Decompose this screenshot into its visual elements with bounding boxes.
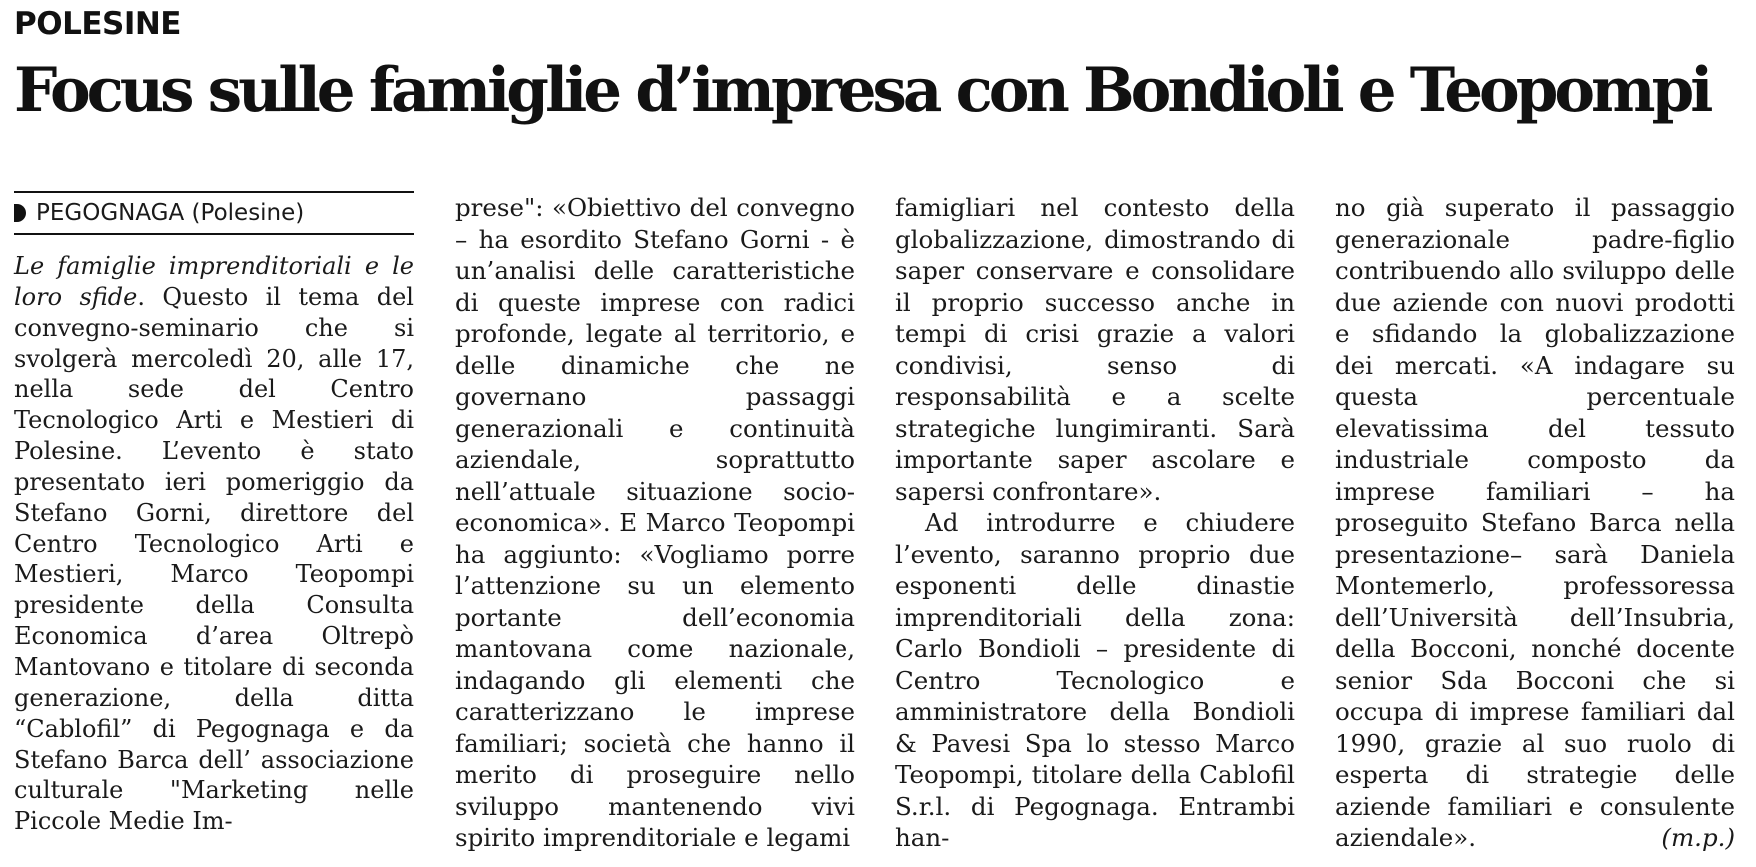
dateline-marker-icon (14, 204, 26, 222)
col3-paragraph-2: Ad introdurre e chiudere l’evento, saranno proprio due esponenti delle dinastie imprenditoriali della zona: Carlo Bondioli – presidente di Centro Tecnologico e amministratore della Bondioli & Pavesi Spa lo stesso Marco Teopompi, titolare della Cablofil S.r.l. di Pegognaga. Entrambi han- (895, 508, 1295, 852)
dateline-bar (14, 191, 414, 235)
author-signature: (m.p.) (1661, 823, 1735, 852)
lead-italic: Le famiglie imprenditoriali e le loro sfide (14, 252, 414, 311)
col4-text: no già superato il passaggio generazionale padre-figlio contribuendo allo sviluppo delle due aziende con nuovi prodotti e sfidando la globalizzazione dei mercati. «A indagare su questa percentuale elevatissima del tessuto industriale composto da imprese familiari – ha proseguito Stefano Barca nella presentazione– sarà Daniela Montemerlo, professoressa dell’Università dell’Insubria, della Bocconi, nonché docente senior Sda Bocconi che si occupa di imprese familiari dal 1990, grazie al suo ruolo di esperta di strategie delle aziende familiari e consulente aziendale». (1335, 193, 1735, 852)
dateline: PEGOGNAGA (Polesine) (36, 199, 305, 226)
section-label: POLESINE (14, 6, 181, 42)
article-column-1 (14, 191, 414, 837)
lead-paragraph (14, 251, 414, 837)
col1-text: . Questo il tema del convegno-seminario che si svolgerà mercoledì 20, alle 17, nella sede del Centro Tecnologico Arti e Mestieri di Polesine. L’evento è stato presentato ieri pomeriggio da Stefano Gorni, direttore del Centro Tecnologico Arti e Mestieri, Marco Teopompi presidente della Consulta Economica d’area Oltrepò Mantovano e titolare di seconda generazione, della ditta “Cablofil” di Pegognaga e da Stefano Barca dell’ associazione culturale "Marketing nelle Piccole Medie Im- (14, 282, 414, 836)
col3-paragraph-1: famigliari nel contesto della globalizzazione, dimostrando di saper conservare e consolidare il proprio successo anche in tempi di crisi grazie a valori condivisi, senso di responsabilità e a scelte strategiche lungimiranti. Sarà importante saper ascolare e sapersi confrontare». (895, 193, 1295, 506)
col4-paragraph (1335, 192, 1735, 854)
col2-text: prese": «Obiettivo del convegno – ha esordito Stefano Gorni - è un’analisi delle caratteristiche di queste imprese con radici profonde, legate al territorio, e delle dinamiche che ne governano passaggi generazionali e continuità aziendale, soprattutto nell’attuale situazione socio-economica». E Marco Teopompi ha aggiunto: «Vogliamo porre l’attenzione su un elemento portante dell’economia mantovana come nazionale, indagando gli elementi che caratterizzano le imprese familiari; società che hanno il merito di proseguire nello sviluppo mantenendo vivi spirito imprenditoriale e legami (455, 193, 855, 852)
article-column-3 (895, 192, 1295, 854)
article-column-4 (1335, 192, 1735, 854)
article-headline: Focus sulle famiglie d’impresa con Bondioli e Teopompi (14, 55, 1710, 126)
article-column-2 (455, 192, 855, 854)
